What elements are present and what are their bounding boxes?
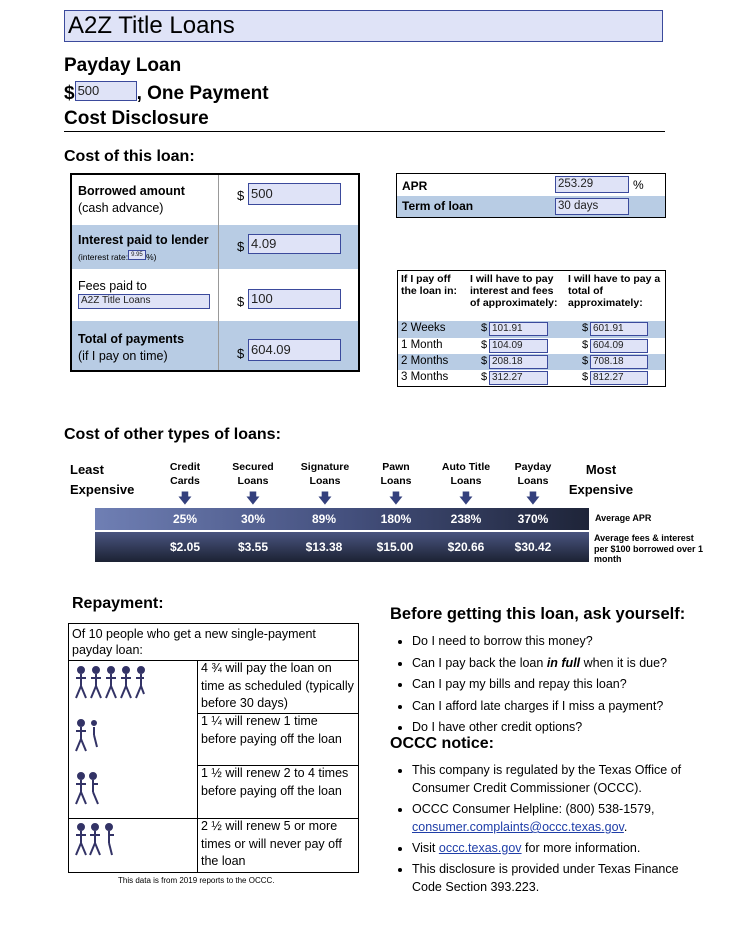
doc-title-line2 [64, 81, 269, 105]
currency-sign: $ [582, 322, 589, 334]
least-expensive-label: Least Expensive [70, 462, 135, 497]
down-arrow-icon: 🡇 [388, 490, 404, 506]
interest-rate-field[interactable]: 9.95 [128, 250, 146, 260]
loan-type-col: Auto Title Loans [441, 461, 491, 487]
down-arrow-icon: 🡇 [177, 490, 193, 506]
ask-item: • Do I need to borrow this money? [412, 632, 712, 651]
loan-type-col: Payday Loans [514, 461, 552, 487]
ask-list [392, 632, 712, 740]
divider [218, 225, 219, 269]
payoff-term: 3 Months [401, 371, 449, 383]
apr-percent: % [633, 178, 644, 192]
interest-rate-line: (interest rate: 9.95 %) [78, 252, 157, 262]
other-loans-heading: Cost of other types of loans: [64, 426, 281, 443]
repayment-row-text: 1 ½ will renew 2 to 4 times before paying off the loan [201, 766, 349, 798]
payoff-col-total: I will have to pay a total of approximately: [568, 273, 661, 309]
interest-label: Interest paid to lender [78, 233, 209, 247]
fees-row-label: Average fees & interest per $100 borrowed over 1 month [594, 533, 704, 564]
currency-sign: $ [481, 371, 488, 383]
ask-item: • Can I afford late charges if I miss a payment? [412, 697, 712, 716]
occc-website-link[interactable]: occc.texas.gov [438, 841, 522, 855]
apr-value: 89% [311, 512, 337, 526]
company-name-field[interactable]: A2Z Title Loans [64, 10, 663, 42]
cost-table [70, 173, 360, 372]
down-arrow-icon: 🡇 [458, 490, 474, 506]
payoff-fees-field[interactable]: 101.91 [489, 322, 548, 336]
currency-sign: $ [237, 294, 245, 309]
fees-amount-field[interactable]: 100 [248, 289, 341, 309]
payoff-row [398, 370, 665, 386]
payoff-col-term: If I pay off the loan in: [401, 273, 457, 297]
currency-sign: $ [481, 355, 488, 367]
fee-value: $15.00 [376, 540, 414, 554]
cost-heading: Cost of this loan: [64, 148, 195, 165]
loan-type-col: Credit Cards [169, 461, 201, 487]
total-amount-field[interactable]: 604.09 [248, 339, 341, 361]
doc-title-disclosure: Cost Disclosure [64, 108, 209, 129]
fee-value: $2.05 [169, 540, 201, 554]
currency-sign: $ [582, 355, 589, 367]
payoff-term: 1 Month [401, 339, 443, 351]
currency-sign: $ [237, 188, 245, 203]
apr-value: 25% [172, 512, 198, 526]
repayment-intro: Of 10 people who get a new single-payment payday loan: [72, 627, 316, 657]
most-expensive-label: Most Expensive [568, 462, 634, 497]
term-row [397, 196, 665, 217]
occc-item: • This company is regulated by the Texas Office of Consumer Credit Commissioner (OCCC). [412, 761, 702, 797]
borrowed-amount-field[interactable]: 500 [248, 183, 341, 205]
doc-title-payday: Payday Loan [64, 55, 182, 76]
people-icon [75, 772, 105, 808]
payoff-total-field[interactable]: 708.18 [590, 355, 648, 369]
one-payment-text: , One Payment [136, 83, 269, 104]
payoff-total-field[interactable]: 812.27 [590, 371, 648, 385]
payoff-fees-field[interactable]: 208.18 [489, 355, 548, 369]
currency-sign: $ [582, 339, 589, 351]
total-row [72, 321, 358, 370]
currency-sign: $ [237, 346, 245, 361]
payoff-row [398, 338, 665, 354]
borrowed-label: Borrowed amount (cash advance) [78, 184, 185, 215]
people-icon [75, 666, 155, 702]
people-icon [75, 823, 120, 859]
fee-value: $30.42 [514, 540, 552, 554]
apr-row-label: Average APR [595, 513, 652, 523]
total-label: Total of payments (if I pay on time) [78, 332, 185, 363]
repayment-row-text: 4 ¾ will pay the loan on time as scheduled (typically before 30 days) [201, 661, 354, 710]
occc-item: • Visit occc.texas.gov for more information. [412, 839, 702, 857]
divider [197, 660, 198, 872]
payoff-row [398, 321, 665, 338]
apr-field[interactable]: 253.29 [555, 176, 629, 193]
loan-type-col: Secured Loans [232, 461, 274, 487]
payoff-body [398, 321, 665, 386]
loan-type-col: Signature Loans [300, 461, 350, 487]
payoff-term: 2 Weeks [401, 322, 446, 334]
divider [218, 175, 219, 225]
data-source-note: This data is from 2019 reports to the OCCC. [118, 876, 275, 885]
ask-item: • Can I pay back the loan in full when it is due? [412, 654, 712, 673]
fee-value: $13.38 [305, 540, 343, 554]
apr-value: 370% [517, 512, 549, 526]
ask-heading: Before getting this loan, ask yourself: [390, 605, 686, 623]
header-rule [64, 131, 665, 132]
apr-value: 30% [240, 512, 266, 526]
occc-item: • This disclosure is provided under Texas Finance Code Section 393.223. [412, 860, 702, 896]
term-field[interactable]: 30 days [555, 198, 629, 215]
payoff-col-fees: I will have to pay interest and fees of approximately: [470, 273, 558, 309]
apr-box [396, 173, 666, 218]
currency-sign: $ [481, 322, 488, 334]
currency-sign: $ [237, 239, 245, 254]
repayment-heading: Repayment: [72, 595, 164, 612]
people-icon [75, 719, 105, 755]
down-arrow-icon: 🡇 [525, 490, 541, 506]
interest-row [72, 225, 358, 269]
currency-sign: $ [582, 371, 589, 383]
ask-item: • Do I have other credit options? [412, 718, 712, 737]
dollar-sign: $ [64, 83, 75, 104]
fee-value: $3.55 [237, 540, 269, 554]
fees-payee-field[interactable]: A2Z Title Loans [78, 294, 210, 309]
payoff-term: 2 Months [401, 355, 449, 367]
payoff-fees-field[interactable]: 312.27 [489, 371, 548, 385]
fees-row [72, 269, 358, 321]
interest-amount-field[interactable]: 4.09 [248, 234, 341, 254]
down-arrow-icon: 🡇 [245, 490, 261, 506]
payoff-table [397, 270, 666, 387]
divider [218, 269, 219, 321]
apr-value: 238% [450, 512, 482, 526]
apr-label: APR [402, 179, 428, 193]
term-label: Term of loan [402, 199, 474, 213]
repayment-table [68, 623, 359, 873]
payoff-total-field[interactable]: 604.09 [590, 339, 648, 353]
payoff-total-field[interactable]: 601.91 [590, 322, 648, 336]
occc-email-link[interactable]: consumer.complaints@occc.texas.gov [412, 820, 624, 834]
payoff-row [398, 354, 665, 370]
occc-heading: OCCC notice: [390, 735, 494, 752]
loan-amount-field[interactable]: 500 [75, 81, 137, 101]
fee-value: $20.66 [447, 540, 485, 554]
payoff-fees-field[interactable]: 104.09 [489, 339, 548, 353]
down-arrow-icon: 🡇 [317, 490, 333, 506]
currency-sign: $ [481, 339, 488, 351]
apr-value: 180% [380, 512, 412, 526]
fees-label: Fees paid to [78, 279, 147, 293]
occc-item: • OCCC Consumer Helpline: (800) 538-1579, consumer.complaints@occc.texas.gov. [412, 800, 702, 836]
occc-list [392, 761, 702, 899]
repayment-row-text: 2 ½ will renew 5 or more times or will never pay off the loan [201, 819, 342, 868]
ask-item: • Can I pay my bills and repay this loan? [412, 675, 712, 694]
borrowed-row [72, 175, 358, 225]
loan-type-col: Pawn Loans [380, 461, 412, 487]
divider [218, 321, 219, 370]
repayment-row-text: 1 ¼ will renew 1 time before paying off the loan [201, 714, 342, 746]
